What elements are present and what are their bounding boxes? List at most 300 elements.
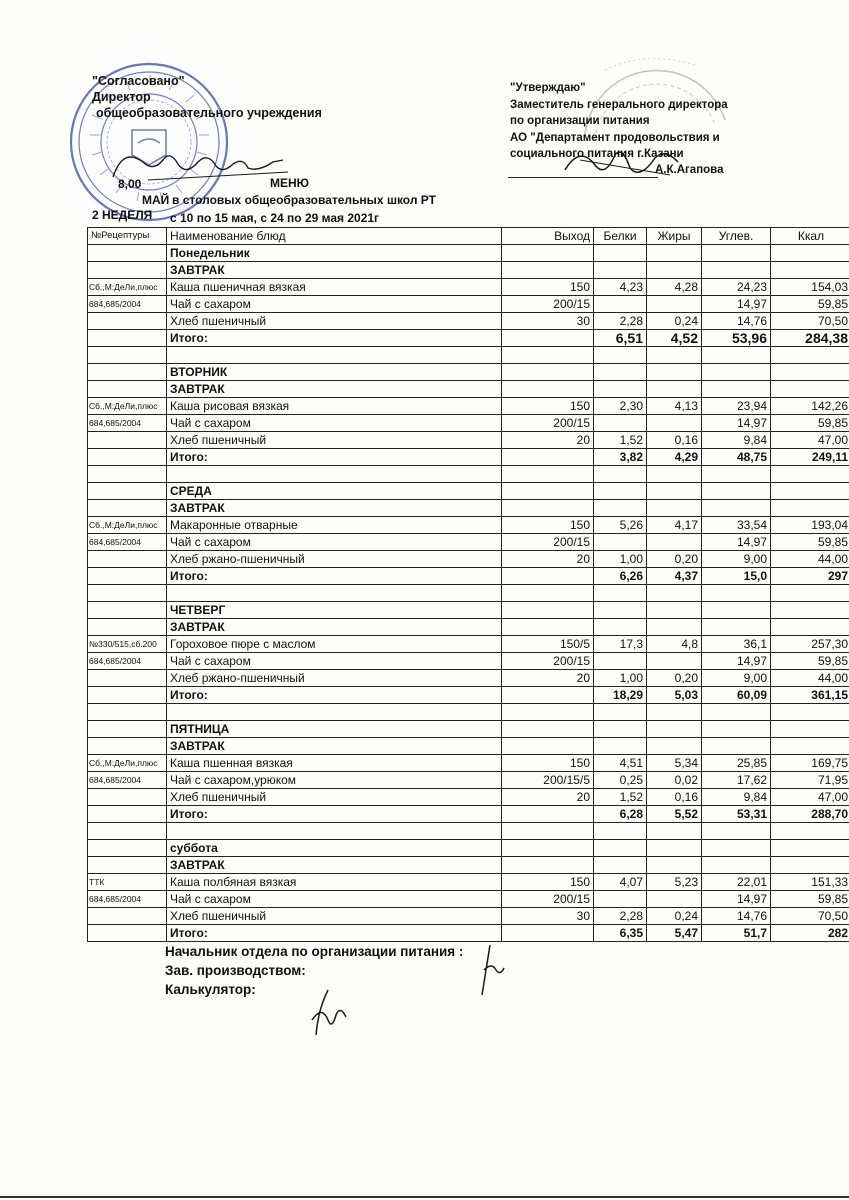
protein-cell: 1,00 (594, 551, 647, 568)
fat-cell: 0,02 (647, 772, 702, 789)
dish-name-cell (167, 585, 502, 602)
menu-row-item (88, 772, 849, 789)
menu-row-item (88, 432, 849, 449)
dish-name-cell: ЗАВТРАК (167, 619, 502, 636)
kcal-cell (771, 347, 849, 364)
head-of-nutrition-label: Начальник отдела по организации питания : (165, 944, 464, 959)
approve-label: "Утверждаю" (510, 82, 586, 94)
fat-cell: 4,52 (647, 330, 702, 347)
fat-cell: 0,16 (647, 432, 702, 449)
carbs-cell (702, 721, 771, 738)
yield-cell (502, 704, 594, 721)
fat-cell: 0,16 (647, 789, 702, 806)
yield-cell: 200/15 (502, 296, 594, 313)
fat-cell (647, 653, 702, 670)
kcal-cell (771, 364, 849, 381)
recipe-cell (88, 381, 167, 398)
kcal-cell: 297 (771, 568, 849, 585)
dish-name-cell: ВТОРНИК (167, 364, 502, 381)
recipe-cell (88, 670, 167, 687)
menu-row-day (88, 602, 849, 619)
carbs-cell: 9,00 (702, 670, 771, 687)
kcal-cell: 59,85 (771, 534, 849, 551)
menu-row-blank (88, 704, 849, 721)
dish-name-cell: ЧЕТВЕРГ (167, 602, 502, 619)
recipe-cell (88, 840, 167, 857)
fat-cell: 0,24 (647, 908, 702, 925)
protein-cell: 2,30 (594, 398, 647, 415)
menu-table (87, 227, 849, 942)
protein-cell: 2,28 (594, 908, 647, 925)
carbs-cell (702, 245, 771, 262)
fat-cell (647, 619, 702, 636)
protein-cell (594, 721, 647, 738)
dish-name-cell: Каша пшеничная вязкая (167, 279, 502, 296)
protein-cell (594, 823, 647, 840)
yield-cell: 30 (502, 313, 594, 330)
kcal-cell: 59,85 (771, 891, 849, 908)
head-signature (470, 940, 510, 1000)
protein-cell (594, 857, 647, 874)
carbs-cell: 15,0 (702, 568, 771, 585)
fat-cell: 4,29 (647, 449, 702, 466)
recipe-cell: ТТК (88, 874, 167, 891)
protein-cell (594, 262, 647, 279)
dish-name-cell: ЗАВТРАК (167, 500, 502, 517)
dish-name-cell: Итого: (167, 568, 502, 585)
carbs-cell: 17,62 (702, 772, 771, 789)
menu-row-item (88, 874, 849, 891)
kcal-cell: 44,00 (771, 551, 849, 568)
fat-cell (647, 857, 702, 874)
carbs-cell (702, 500, 771, 517)
fat-cell (647, 381, 702, 398)
fat-cell (647, 602, 702, 619)
menu-row-day (88, 721, 849, 738)
recipe-cell: №330/515,сб.200 (88, 636, 167, 653)
month-label: МАЙ (142, 193, 170, 207)
protein-cell: 6,51 (594, 330, 647, 347)
menu-row-item (88, 636, 849, 653)
kcal-cell: 59,85 (771, 653, 849, 670)
yield-cell: 150 (502, 398, 594, 415)
time-label: 8,00 (118, 177, 142, 191)
fat-cell: 4,13 (647, 398, 702, 415)
yield-cell: 150 (502, 279, 594, 296)
kcal-cell: 44,00 (771, 670, 849, 687)
date-range: с 10 по 15 мая, с 24 по 29 мая 2021г (170, 211, 380, 225)
recipe-cell (88, 262, 167, 279)
yield-cell (502, 721, 594, 738)
menu-row-meal (88, 619, 849, 636)
dish-name-cell: ЗАВТРАК (167, 381, 502, 398)
fat-cell: 4,37 (647, 568, 702, 585)
dish-name-cell (167, 823, 502, 840)
dish-name-cell: ЗАВТРАК (167, 262, 502, 279)
fat-cell (647, 823, 702, 840)
institution-label: общеобразовательного учреждения (96, 106, 322, 120)
dish-name-cell: Хлеб пшеничный (167, 432, 502, 449)
fat-cell: 4,28 (647, 279, 702, 296)
yield-cell (502, 347, 594, 364)
carbs-cell (702, 483, 771, 500)
dish-name-cell: Чай с сахаром (167, 891, 502, 908)
dish-name-cell: Чай с сахаром (167, 534, 502, 551)
protein-cell: 6,26 (594, 568, 647, 585)
protein-cell: 5,26 (594, 517, 647, 534)
dish-name-cell: Хлеб ржано-пшеничный (167, 551, 502, 568)
fat-cell (647, 483, 702, 500)
recipe-cell (88, 925, 167, 942)
recipe-cell (88, 738, 167, 755)
menu-row-item (88, 415, 849, 432)
dish-name-cell: Хлеб пшеничный (167, 789, 502, 806)
kcal-cell: 151,33 (771, 874, 849, 891)
recipe-cell (88, 245, 167, 262)
recipe-cell (88, 789, 167, 806)
dish-name-cell (167, 704, 502, 721)
fat-cell (647, 721, 702, 738)
fat-cell: 4,8 (647, 636, 702, 653)
recipe-cell (88, 347, 167, 364)
menu-row-blank (88, 347, 849, 364)
protein-cell (594, 534, 647, 551)
carbs-cell: 51,7 (702, 925, 771, 942)
carbs-cell (702, 347, 771, 364)
col-protein-header: Белки (594, 228, 647, 245)
protein-cell (594, 347, 647, 364)
agreed-label: "Согласовано" (92, 74, 185, 88)
yield-cell (502, 687, 594, 704)
carbs-cell: 60,09 (702, 687, 771, 704)
kcal-cell (771, 721, 849, 738)
kcal-cell (771, 857, 849, 874)
yield-cell: 20 (502, 789, 594, 806)
carbs-cell: 14,97 (702, 534, 771, 551)
kcal-cell: 282 (771, 925, 849, 942)
dish-name-cell: Каша пшенная вязкая (167, 755, 502, 772)
yield-cell: 30 (502, 908, 594, 925)
carbs-cell: 14,97 (702, 653, 771, 670)
protein-cell (594, 891, 647, 908)
carbs-cell: 36,1 (702, 636, 771, 653)
dish-name-cell: Макаронные отварные (167, 517, 502, 534)
kcal-cell (771, 704, 849, 721)
week-label: 2 НЕДЕЛЯ (92, 208, 153, 222)
protein-cell (594, 500, 647, 517)
menu-row-day (88, 245, 849, 262)
yield-cell: 200/15 (502, 534, 594, 551)
kcal-cell: 142,26 (771, 398, 849, 415)
recipe-cell (88, 449, 167, 466)
kcal-cell (771, 619, 849, 636)
dish-name-cell: Хлеб пшеничный (167, 908, 502, 925)
menu-row-item (88, 653, 849, 670)
production-manager-label: Зав. производством: (165, 963, 306, 978)
kcal-cell: 249,11 (771, 449, 849, 466)
protein-cell: 1,00 (594, 670, 647, 687)
carbs-cell: 9,00 (702, 551, 771, 568)
fat-cell (647, 738, 702, 755)
deputy-signature (560, 140, 690, 185)
protein-cell: 4,07 (594, 874, 647, 891)
col-yield-header: Выход (502, 228, 594, 245)
yield-cell: 150 (502, 755, 594, 772)
recipe-cell (88, 857, 167, 874)
protein-cell (594, 585, 647, 602)
dish-name-cell: Чай с сахаром (167, 415, 502, 432)
signer-name: А.К.Агапова (655, 164, 724, 176)
social-nutrition-label: социального питания г.Казани (510, 148, 684, 160)
carbs-cell: 23,94 (702, 398, 771, 415)
recipe-cell: Сб.,М:ДеЛи,плюс (88, 279, 167, 296)
yield-cell: 20 (502, 432, 594, 449)
kcal-cell (771, 840, 849, 857)
yield-cell (502, 568, 594, 585)
calculator-label: Калькулятор: (165, 982, 256, 997)
dish-name-cell: ЗАВТРАК (167, 857, 502, 874)
fat-cell: 5,52 (647, 806, 702, 823)
carbs-cell (702, 857, 771, 874)
carbs-cell (702, 262, 771, 279)
recipe-cell (88, 619, 167, 636)
fat-cell: 0,20 (647, 670, 702, 687)
fat-cell: 5,03 (647, 687, 702, 704)
protein-cell: 1,52 (594, 432, 647, 449)
menu-row-item (88, 534, 849, 551)
kcal-cell: 361,15 (771, 687, 849, 704)
recipe-cell (88, 330, 167, 347)
protein-cell (594, 381, 647, 398)
dish-name-cell: СРЕДА (167, 483, 502, 500)
dish-name-cell: Чай с сахаром,урюком (167, 772, 502, 789)
fat-cell: 0,24 (647, 313, 702, 330)
dish-name-cell: Хлеб ржано-пшеничный (167, 670, 502, 687)
fat-cell (647, 262, 702, 279)
carbs-cell (702, 602, 771, 619)
dish-name-cell: Каша полбяная вязкая (167, 874, 502, 891)
dish-name-cell: Понедельник (167, 245, 502, 262)
menu-row-total (88, 806, 849, 823)
kcal-cell (771, 262, 849, 279)
scan-edge-line (0, 1196, 849, 1198)
recipe-cell: Сб.,М:ДеЛи,плюс (88, 517, 167, 534)
carbs-cell: 25,85 (702, 755, 771, 772)
protein-cell (594, 483, 647, 500)
protein-cell (594, 245, 647, 262)
menu-row-blank (88, 823, 849, 840)
yield-cell: 200/15/5 (502, 772, 594, 789)
fat-cell (647, 500, 702, 517)
yield-cell (502, 330, 594, 347)
kcal-cell (771, 602, 849, 619)
menu-row-total (88, 687, 849, 704)
menu-row-meal (88, 381, 849, 398)
protein-cell (594, 704, 647, 721)
recipe-cell (88, 466, 167, 483)
menu-row-total (88, 330, 849, 347)
protein-cell (594, 738, 647, 755)
carbs-cell: 14,97 (702, 296, 771, 313)
col-recipe-header: №Рецептуры (88, 228, 167, 245)
yield-cell (502, 840, 594, 857)
dish-name-cell: Итого: (167, 330, 502, 347)
recipe-cell: 684,685/2004 (88, 534, 167, 551)
recipe-cell: 684,685/2004 (88, 653, 167, 670)
carbs-cell: 53,96 (702, 330, 771, 347)
dish-name-cell: Итого: (167, 687, 502, 704)
yield-cell (502, 925, 594, 942)
kcal-cell: 288,70 (771, 806, 849, 823)
dish-name-cell (167, 347, 502, 364)
kcal-cell: 70,50 (771, 908, 849, 925)
kcal-cell (771, 245, 849, 262)
kcal-cell: 257,30 (771, 636, 849, 653)
recipe-cell (88, 568, 167, 585)
dish-name-cell: Итого: (167, 806, 502, 823)
protein-cell: 4,23 (594, 279, 647, 296)
yield-cell (502, 364, 594, 381)
menu-row-meal (88, 262, 849, 279)
carbs-cell: 14,97 (702, 891, 771, 908)
protein-cell: 4,51 (594, 755, 647, 772)
director-label: Директор (92, 90, 151, 104)
dish-name-cell: ЗАВТРАК (167, 738, 502, 755)
carbs-cell (702, 738, 771, 755)
yield-cell: 20 (502, 670, 594, 687)
kcal-cell (771, 500, 849, 517)
yield-cell (502, 585, 594, 602)
recipe-cell: Сб.,М:ДеЛи,плюс (88, 755, 167, 772)
protein-cell: 0,25 (594, 772, 647, 789)
menu-row-blank (88, 585, 849, 602)
carbs-cell: 14,76 (702, 313, 771, 330)
carbs-cell (702, 466, 771, 483)
menu-row-item (88, 891, 849, 908)
yield-cell (502, 262, 594, 279)
col-carbs-header: Углев. (702, 228, 771, 245)
carbs-cell: 33,54 (702, 517, 771, 534)
protein-cell (594, 619, 647, 636)
yield-cell (502, 483, 594, 500)
kcal-cell: 59,85 (771, 415, 849, 432)
dish-name-cell: Итого: (167, 925, 502, 942)
menu-row-meal (88, 500, 849, 517)
recipe-cell (88, 704, 167, 721)
kcal-cell (771, 823, 849, 840)
fat-cell (647, 364, 702, 381)
yield-cell (502, 857, 594, 874)
carbs-cell (702, 381, 771, 398)
fat-cell (647, 585, 702, 602)
fat-cell: 0,20 (647, 551, 702, 568)
yield-cell: 200/15 (502, 653, 594, 670)
dish-name-cell: Чай с сахаром (167, 296, 502, 313)
carbs-cell (702, 704, 771, 721)
carbs-cell (702, 364, 771, 381)
col-kcal-header: Ккал (771, 228, 849, 245)
recipe-cell (88, 483, 167, 500)
protein-cell (594, 466, 647, 483)
fat-cell (647, 466, 702, 483)
recipe-cell (88, 721, 167, 738)
deputy-director-label: Заместитель генерального директора (510, 98, 728, 111)
dish-name-cell: Гороховое пюре с маслом (167, 636, 502, 653)
menu-row-item (88, 789, 849, 806)
recipe-cell: 684,685/2004 (88, 296, 167, 313)
approval-block-left (92, 73, 322, 121)
kcal-cell (771, 483, 849, 500)
recipe-cell (88, 908, 167, 925)
yield-cell: 200/15 (502, 891, 594, 908)
recipe-cell (88, 364, 167, 381)
recipe-cell: Сб.,М:ДеЛи,плюс (88, 398, 167, 415)
fat-cell (647, 704, 702, 721)
kcal-cell: 193,04 (771, 517, 849, 534)
menu-row-day (88, 364, 849, 381)
kcal-cell: 70,50 (771, 313, 849, 330)
protein-cell (594, 602, 647, 619)
yield-cell (502, 823, 594, 840)
protein-cell (594, 653, 647, 670)
protein-cell: 18,29 (594, 687, 647, 704)
menu-title: МЕНЮ (270, 176, 310, 190)
menu-row-day (88, 483, 849, 500)
kcal-cell: 59,85 (771, 296, 849, 313)
dish-name-cell: ПЯТНИЦА (167, 721, 502, 738)
recipe-cell (88, 551, 167, 568)
fat-cell: 5,34 (647, 755, 702, 772)
kcal-cell (771, 738, 849, 755)
yield-cell: 20 (502, 551, 594, 568)
recipe-cell (88, 806, 167, 823)
kcal-cell: 284,38 (771, 330, 849, 347)
fat-cell: 5,47 (647, 925, 702, 942)
fat-cell (647, 840, 702, 857)
recipe-cell (88, 432, 167, 449)
recipe-cell (88, 313, 167, 330)
recipe-cell (88, 585, 167, 602)
fat-cell: 5,23 (647, 874, 702, 891)
menu-row-item (88, 398, 849, 415)
yield-cell (502, 619, 594, 636)
yield-cell (502, 381, 594, 398)
recipe-cell (88, 687, 167, 704)
carbs-cell: 22,01 (702, 874, 771, 891)
yield-cell (502, 500, 594, 517)
dish-name-cell: Итого: (167, 449, 502, 466)
carbs-cell (702, 619, 771, 636)
fat-cell (647, 534, 702, 551)
recipe-cell (88, 602, 167, 619)
fat-cell (647, 347, 702, 364)
recipe-cell (88, 500, 167, 517)
fat-cell (647, 245, 702, 262)
carbs-cell: 48,75 (702, 449, 771, 466)
recipe-cell: 684,685/2004 (88, 415, 167, 432)
dish-name-cell: Хлеб пшеничный (167, 313, 502, 330)
yield-cell (502, 466, 594, 483)
kcal-cell: 71,95 (771, 772, 849, 789)
calculator-signature (298, 985, 358, 1045)
menu-row-item (88, 551, 849, 568)
menu-subtitle: в столовых общеобразовательных школ РТ (172, 193, 436, 207)
yield-cell (502, 245, 594, 262)
kcal-cell (771, 585, 849, 602)
protein-cell: 17,3 (594, 636, 647, 653)
protein-cell: 6,35 (594, 925, 647, 942)
table-header-row (88, 228, 849, 245)
